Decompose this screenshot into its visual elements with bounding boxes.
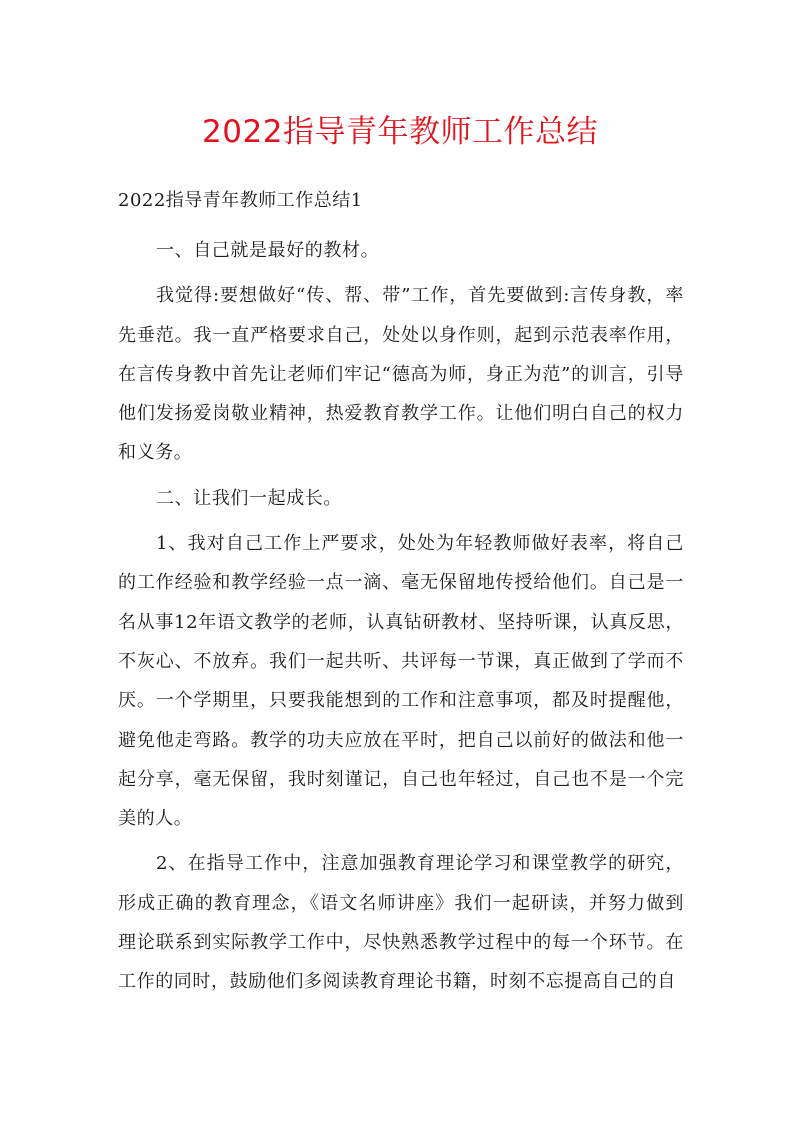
paragraph-1: 我觉得:要想做好“传、帮、带”工作，首先要做到:言传身教，率先垂范。我一直严格要求自己，处处以身作则，起到示范表率作用，在言传身教中首先让老师们牢记“德高为师，身正为范”的训言，引导他们发扬爱岗敬业精神，热爱教育教学工作。让他们明白自己的权力和义务。 [118,285,684,464]
section-heading-2: 二、让我们一起成长。 [156,487,342,509]
document-body [118,184,684,1008]
paragraph-2: 1、我对自己工作上严要求，处处为年轻教师做好表率，将自己的工作经验和教学经验一点一滴、毫无保留地传授给他们。自己是一名从事12年语文教学的老师，认真钻研教材、坚持听课，认真反思，不灰心、不放弃。我们一起共听、共评每一节课，真正做到了学而不厌。一个学期里，只要我能想到的工作和注意事项，都及时提醒他，避免他走弯路。教学的功夫应放在平时，把自己以前好的做法和他一起分享，毫无保留，我时刻谨记，自己也年轻过，自己也不是一个完美的人。 [118,533,684,830]
document-title: 2022指导青年教师工作总结 [202,114,598,150]
document-subtitle: 2022指导青年教师工作总结1 [118,190,363,211]
section-heading-1: 一、自己就是最好的教材。 [156,240,380,261]
paragraph-3: 2、在指导工作中，注意加强教育理论学习和课堂教学的研究，形成正确的教育理念，《语文名师讲座》我们一起研读，并努力做到理论联系到实际教学工作中，尽快熟悉教学过程中的每一个环节。在工作的同时，鼓励他们多阅读教育理论书籍，时刻不忘提高自己的自 [118,853,684,993]
